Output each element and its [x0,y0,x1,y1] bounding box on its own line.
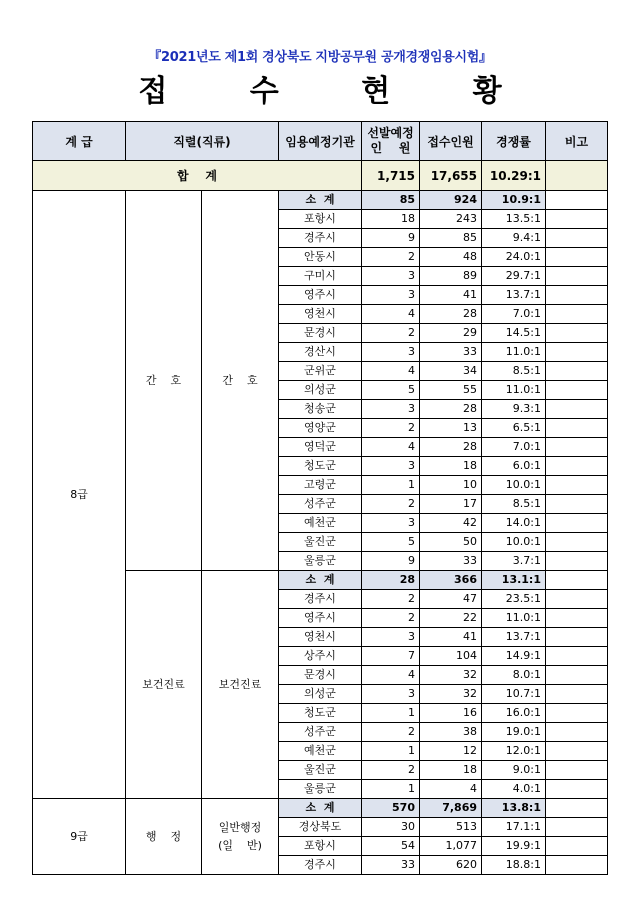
ratio-cell: 18.8:1 [482,856,546,875]
total-ratio: 10.29:1 [482,161,546,191]
planned-cell: 4 [362,438,420,457]
applicants-cell: 32 [420,685,482,704]
ratio-cell: 13.8:1 [482,799,546,818]
planned-cell: 4 [362,362,420,381]
applicants-cell: 620 [420,856,482,875]
note-cell [546,761,608,780]
applicants-cell: 50 [420,533,482,552]
ratio-cell: 11.0:1 [482,609,546,628]
ratio-cell: 24.0:1 [482,248,546,267]
header-agency: 임용예정기관 [279,122,362,161]
note-cell [546,856,608,875]
ratio-cell: 8.0:1 [482,666,546,685]
applicants-cell: 41 [420,286,482,305]
applications-table [32,121,608,875]
class-line-2: (일 반) [218,838,262,852]
header-row [33,122,608,161]
ratio-cell: 7.0:1 [482,305,546,324]
ratio-cell: 6.0:1 [482,457,546,476]
grade-8-cell: 8급 [33,191,126,799]
total-note [546,161,608,191]
applicants-cell: 513 [420,818,482,837]
ratio-cell: 9.3:1 [482,400,546,419]
note-cell [546,343,608,362]
ratio-cell: 7.0:1 [482,438,546,457]
agency-cell: 의성군 [279,381,362,400]
applicants-cell: 18 [420,457,482,476]
note-cell [546,324,608,343]
note-cell [546,267,608,286]
planned-cell: 5 [362,533,420,552]
header-ratio: 경쟁률 [482,122,546,161]
ratio-cell: 14.0:1 [482,514,546,533]
note-cell [546,723,608,742]
applicants-cell: 28 [420,305,482,324]
agency-cell: 울진군 [279,761,362,780]
ratio-cell: 10.9:1 [482,191,546,210]
planned-cell: 9 [362,229,420,248]
ratio-cell: 10.0:1 [482,476,546,495]
applicants-cell: 13 [420,419,482,438]
planned-cell: 3 [362,286,420,305]
note-cell [546,381,608,400]
ratio-cell: 8.5:1 [482,362,546,381]
planned-cell: 2 [362,248,420,267]
note-cell [546,210,608,229]
ratio-cell: 19.9:1 [482,837,546,856]
header-series: 직렬(직류) [126,122,279,161]
applicants-cell: 41 [420,628,482,647]
note-cell [546,628,608,647]
subtotal-row [33,799,608,818]
ratio-cell: 11.0:1 [482,343,546,362]
applicants-cell: 28 [420,400,482,419]
total-label: 합 계 [33,161,362,191]
header-planned: 선발예정 인 원 [362,122,420,161]
applicants-cell: 85 [420,229,482,248]
planned-cell: 4 [362,666,420,685]
planned-cell: 1 [362,742,420,761]
applicants-cell: 29 [420,324,482,343]
ratio-cell: 13.5:1 [482,210,546,229]
applicants-cell: 18 [420,761,482,780]
note-cell [546,837,608,856]
applicants-cell: 104 [420,647,482,666]
agency-cell: 영주시 [279,286,362,305]
planned-cell: 3 [362,514,420,533]
ratio-cell: 4.0:1 [482,780,546,799]
planned-cell: 9 [362,552,420,571]
applicants-cell: 38 [420,723,482,742]
planned-cell: 3 [362,685,420,704]
planned-cell: 2 [362,324,420,343]
applicants-cell: 366 [420,571,482,590]
planned-cell: 18 [362,210,420,229]
class-cell: 보건진료 [202,571,279,799]
applicants-cell: 34 [420,362,482,381]
ratio-cell: 16.0:1 [482,704,546,723]
applicants-cell: 55 [420,381,482,400]
ratio-cell: 9.0:1 [482,761,546,780]
applicants-cell: 10 [420,476,482,495]
ratio-cell: 29.7:1 [482,267,546,286]
planned-cell: 7 [362,647,420,666]
note-cell [546,780,608,799]
agency-cell: 영천시 [279,305,362,324]
planned-cell: 85 [362,191,420,210]
total-planned: 1,715 [362,161,420,191]
applicants-cell: 7,869 [420,799,482,818]
subtotal-label: 소 계 [279,191,362,210]
ratio-cell: 10.0:1 [482,533,546,552]
note-cell [546,590,608,609]
note-cell [546,666,608,685]
note-cell [546,552,608,571]
series-cell: 보건진료 [126,571,202,799]
subtotal-label: 소 계 [279,571,362,590]
ratio-cell: 9.4:1 [482,229,546,248]
agency-cell: 경주시 [279,590,362,609]
agency-cell: 성주군 [279,723,362,742]
subtotal-row [33,191,608,210]
note-cell [546,609,608,628]
planned-cell: 2 [362,761,420,780]
applicants-cell: 1,077 [420,837,482,856]
note-cell [546,685,608,704]
agency-cell: 영양군 [279,419,362,438]
header-grade: 계 급 [33,122,126,161]
agency-cell: 구미시 [279,267,362,286]
note-cell [546,476,608,495]
applicants-cell: 89 [420,267,482,286]
agency-cell: 경주시 [279,856,362,875]
planned-cell: 570 [362,799,420,818]
note-cell [546,400,608,419]
agency-cell: 청송군 [279,400,362,419]
applicants-cell: 12 [420,742,482,761]
agency-cell: 영천시 [279,628,362,647]
agency-cell: 청도군 [279,457,362,476]
applicants-cell: 22 [420,609,482,628]
agency-cell: 경주시 [279,229,362,248]
ratio-cell: 6.5:1 [482,419,546,438]
agency-cell: 울릉군 [279,552,362,571]
planned-cell: 1 [362,780,420,799]
agency-cell: 울릉군 [279,780,362,799]
planned-cell: 3 [362,457,420,476]
header-applicants: 접수인원 [420,122,482,161]
applicants-cell: 16 [420,704,482,723]
planned-cell: 2 [362,495,420,514]
agency-cell: 울진군 [279,533,362,552]
planned-cell: 54 [362,837,420,856]
planned-cell: 1 [362,476,420,495]
header-note: 비고 [546,122,608,161]
applicants-cell: 32 [420,666,482,685]
planned-cell: 2 [362,609,420,628]
planned-cell: 28 [362,571,420,590]
ratio-cell: 14.5:1 [482,324,546,343]
planned-cell: 4 [362,305,420,324]
applicants-cell: 17 [420,495,482,514]
note-cell [546,438,608,457]
note-cell [546,305,608,324]
note-cell [546,457,608,476]
ratio-cell: 13.1:1 [482,571,546,590]
applicants-cell: 48 [420,248,482,267]
applicants-cell: 924 [420,191,482,210]
ratio-cell: 10.7:1 [482,685,546,704]
ratio-cell: 3.7:1 [482,552,546,571]
note-cell [546,818,608,837]
applicants-cell: 4 [420,780,482,799]
subtotal-label: 소 계 [279,799,362,818]
ratio-cell: 13.7:1 [482,628,546,647]
planned-cell: 2 [362,590,420,609]
note-cell [546,229,608,248]
ratio-cell: 8.5:1 [482,495,546,514]
planned-cell: 5 [362,381,420,400]
planned-cell: 2 [362,723,420,742]
agency-cell: 경상북도 [279,818,362,837]
agency-cell: 고령군 [279,476,362,495]
class-cell: 간 호 [202,191,279,571]
ratio-cell: 13.7:1 [482,286,546,305]
agency-cell: 문경시 [279,666,362,685]
agency-cell: 포항시 [279,210,362,229]
agency-cell: 영주시 [279,609,362,628]
ratio-cell: 17.1:1 [482,818,546,837]
total-row [33,161,608,191]
agency-cell: 상주시 [279,647,362,666]
ratio-cell: 23.5:1 [482,590,546,609]
agency-cell: 예천군 [279,514,362,533]
document-title: 접 수 현 황 [138,74,538,109]
note-cell [546,286,608,305]
note-cell [546,495,608,514]
agency-cell: 안동시 [279,248,362,267]
planned-cell: 3 [362,628,420,647]
note-cell [546,571,608,590]
applicants-cell: 33 [420,552,482,571]
note-cell [546,514,608,533]
series-cell: 간 호 [126,191,202,571]
agency-cell: 경산시 [279,343,362,362]
agency-cell: 문경시 [279,324,362,343]
class-cell [202,799,279,875]
note-cell [546,647,608,666]
planned-cell: 33 [362,856,420,875]
ratio-cell: 14.9:1 [482,647,546,666]
ratio-cell: 11.0:1 [482,381,546,400]
note-cell [546,248,608,267]
note-cell [546,533,608,552]
agency-cell: 영덕군 [279,438,362,457]
planned-cell: 2 [362,419,420,438]
planned-cell: 1 [362,704,420,723]
grade-9-cell: 9급 [33,799,126,875]
note-cell [546,191,608,210]
applicants-cell: 42 [420,514,482,533]
planned-cell: 3 [362,267,420,286]
applicants-cell: 47 [420,590,482,609]
total-applicants: 17,655 [420,161,482,191]
document-subtitle: 『2021년도 제1회 경상북도 지방공무원 공개경쟁임용시험』 [148,50,492,65]
planned-cell: 3 [362,400,420,419]
note-cell [546,742,608,761]
agency-cell: 포항시 [279,837,362,856]
applicants-cell: 28 [420,438,482,457]
planned-cell: 3 [362,343,420,362]
class-line-1: 일반행정 [218,820,262,834]
agency-cell: 성주군 [279,495,362,514]
applicants-cell: 243 [420,210,482,229]
ratio-cell: 12.0:1 [482,742,546,761]
note-cell [546,362,608,381]
series-cell: 행 정 [126,799,202,875]
applicants-cell: 33 [420,343,482,362]
agency-cell: 예천군 [279,742,362,761]
agency-cell: 청도군 [279,704,362,723]
agency-cell: 의성군 [279,685,362,704]
ratio-cell: 19.0:1 [482,723,546,742]
note-cell [546,799,608,818]
agency-cell: 군위군 [279,362,362,381]
planned-cell: 30 [362,818,420,837]
note-cell [546,704,608,723]
note-cell [546,419,608,438]
